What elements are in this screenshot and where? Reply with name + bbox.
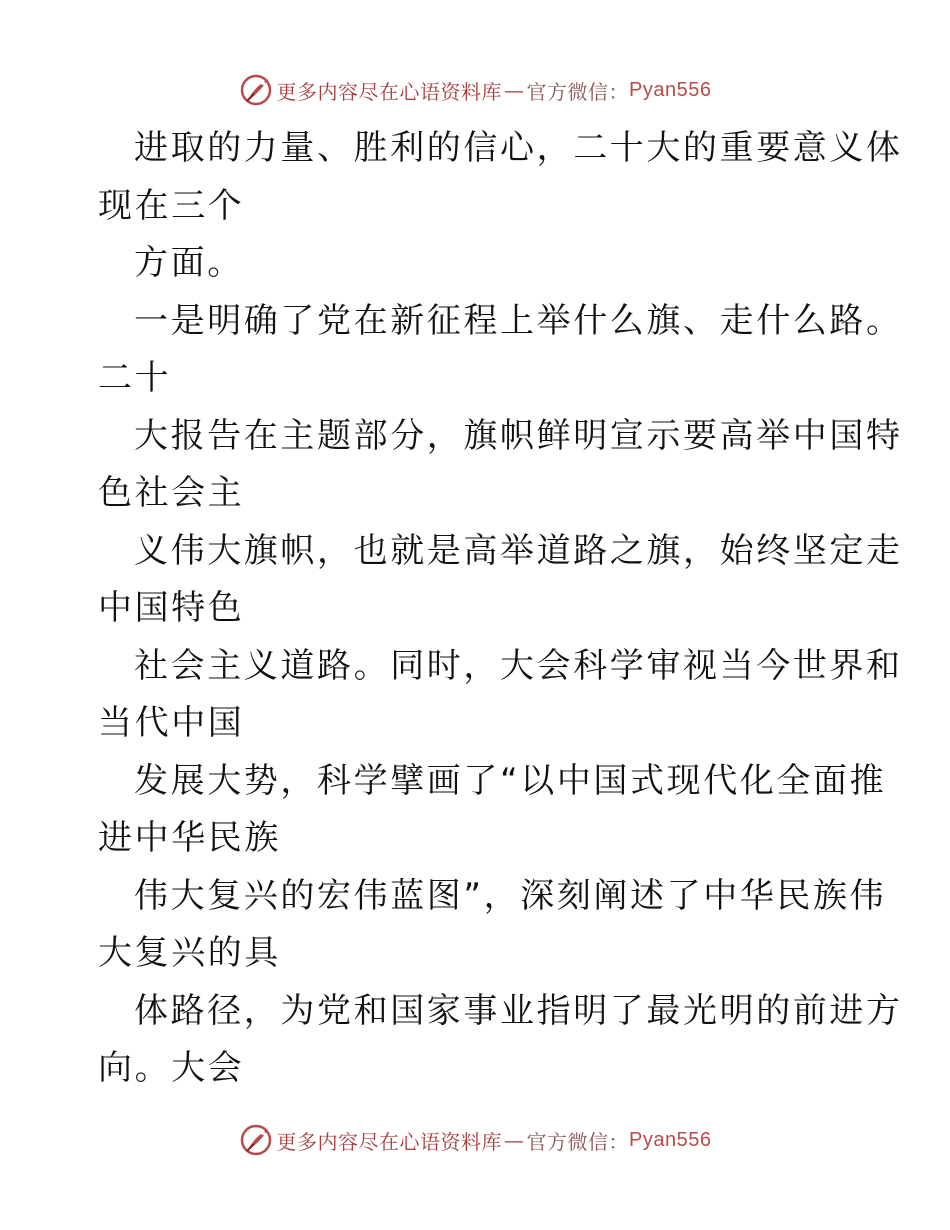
text-line: 进中华民族 <box>98 818 281 858</box>
text-line: 二十 <box>98 358 172 398</box>
text-line: 体路径，为党和国家事业指明了最光明的前进方 <box>134 990 903 1031</box>
banner-brand-text: 更多内容尽在心语资料库 <box>276 79 503 104</box>
banner-dash: — <box>504 78 525 102</box>
text-line: 一是明确了党在新征程上举什么旗、走什么路。 <box>134 300 903 341</box>
text-line: 大报告在主题部分，旗帜鲜明宣示要高举中国特 <box>134 415 903 456</box>
banner-dash: — <box>504 1128 525 1152</box>
text-line: 现在三个 <box>98 185 245 226</box>
footer-banner <box>0 1120 950 1160</box>
text-line: 伟大复兴的宏伟蓝图”，深刻阐述了中华民族伟 <box>134 875 887 916</box>
text-line: 当代中国 <box>98 703 245 743</box>
text-line: 发展大势，科学擘画了“以中国式现代化全面推 <box>134 760 887 801</box>
text-line: 大复兴的具 <box>98 933 281 973</box>
banner-brand-text: 更多内容尽在心语资料库 <box>276 1129 503 1154</box>
text-line: 中国特色 <box>98 588 245 628</box>
banner-wechat-label: 官方微信： <box>526 1129 630 1154</box>
text-line: 方面。 <box>134 243 244 283</box>
feather-quill-logo-icon <box>239 1123 273 1157</box>
body-text <box>98 120 903 1098</box>
text-line: 社会主义道路。同时，大会科学审视当今世界和 <box>134 645 903 686</box>
text-line: 义伟大旗帜，也就是高举道路之旗，始终坚定走 <box>134 530 903 571</box>
feather-quill-logo-icon <box>239 73 273 107</box>
header-banner <box>0 70 950 110</box>
banner-wechat-label: 官方微信： <box>526 79 630 104</box>
text-line: 进取的力量、胜利的信心，二十大的重要意义体 <box>134 128 903 168</box>
text-line: 向。大会 <box>98 1048 245 1088</box>
banner-wechat-id: Pyan556 <box>629 78 712 101</box>
banner-wechat-id: Pyan556 <box>629 1128 712 1151</box>
text-line: 色社会主 <box>98 473 245 513</box>
